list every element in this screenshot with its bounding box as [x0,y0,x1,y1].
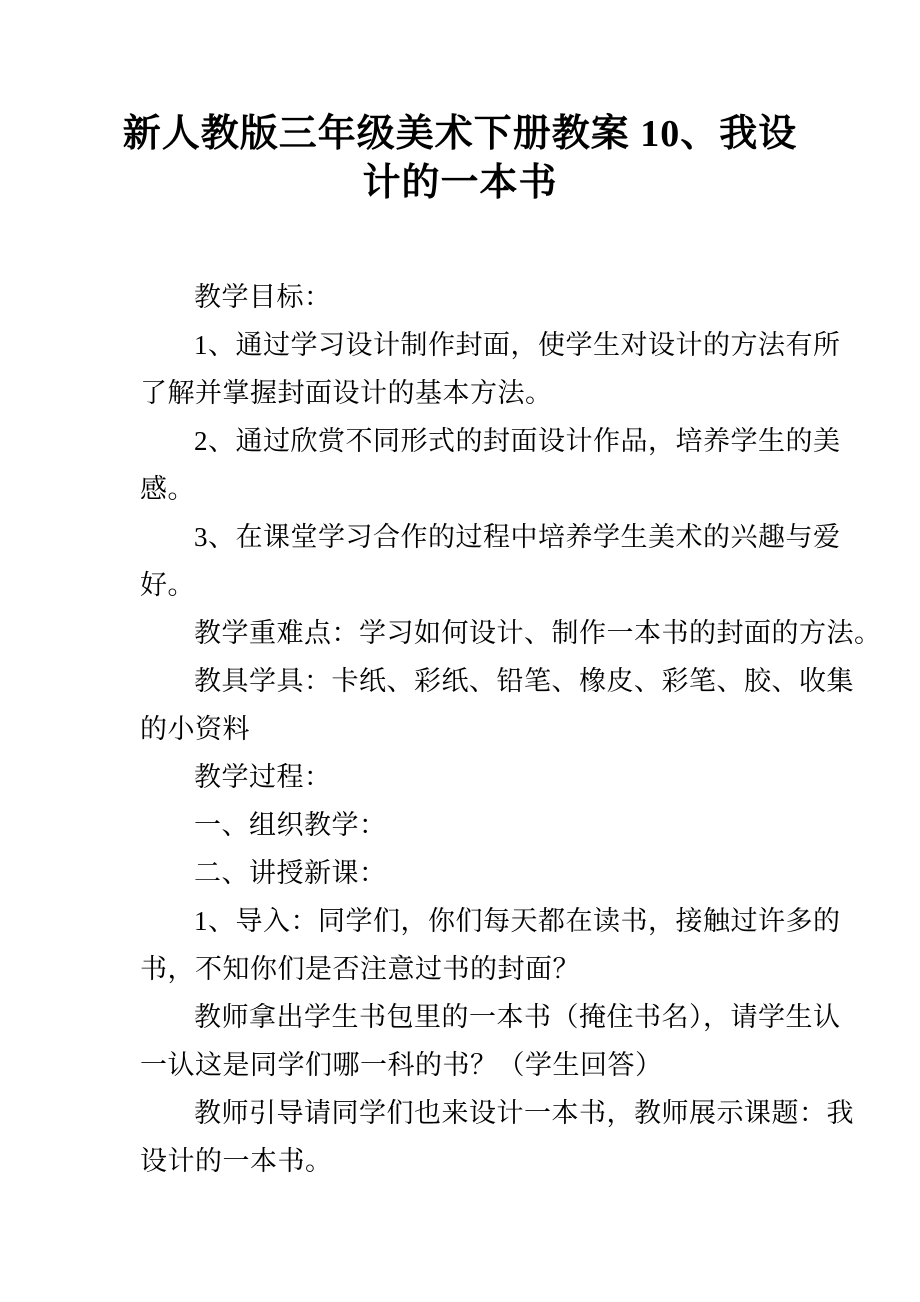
text-line: 设计的一本书。 [140,1146,333,1176]
text-line: 教师引导请同学们也来设计一本书，教师展示课题：我 [194,1098,854,1128]
text-line: 教学目标： [194,282,332,312]
text-line: 书，不知你们是否注意过书的封面？ [140,954,580,984]
text-line: 二、讲授新课： [194,858,387,888]
title-line-1: 新人教版三年级美术下册教案 10、我设 [122,113,798,155]
text-line: 教学重难点：学习如何设计、制作一本书的封面的方法。 [194,618,882,648]
text-line: 教师拿出学生书包里的一本书（掩住书名），请学生认 [194,1002,841,1032]
title-line-2: 计的一本书 [362,162,558,204]
text-line: 了解并掌握封面设计的基本方法。 [140,378,553,408]
text-line: 教学过程： [194,762,332,792]
text-line: 1、导入：同学们，你们每天都在读书，接触过许多的 [194,906,841,936]
text-line: 一、组织教学： [194,810,387,840]
document-body [140,273,920,1185]
text-line: 感。 [140,474,195,504]
text-line: 的小资料 [140,714,250,744]
text-line: 3、在课堂学习合作的过程中培养学生美术的兴趣与爱 [194,522,841,552]
text-line: 1、通过学习设计制作封面，使学生对设计的方法有所 [194,330,841,360]
text-line: 2、通过欣赏不同形式的封面设计作品，培养学生的美 [194,426,841,456]
text-line: 教具学具：卡纸、彩纸、铅笔、橡皮、彩笔、胶、收集 [194,666,854,696]
document-title [0,110,920,208]
text-line: 一认这是同学们哪一科的书？（学生回答） [140,1050,663,1080]
text-line: 好。 [140,570,195,600]
